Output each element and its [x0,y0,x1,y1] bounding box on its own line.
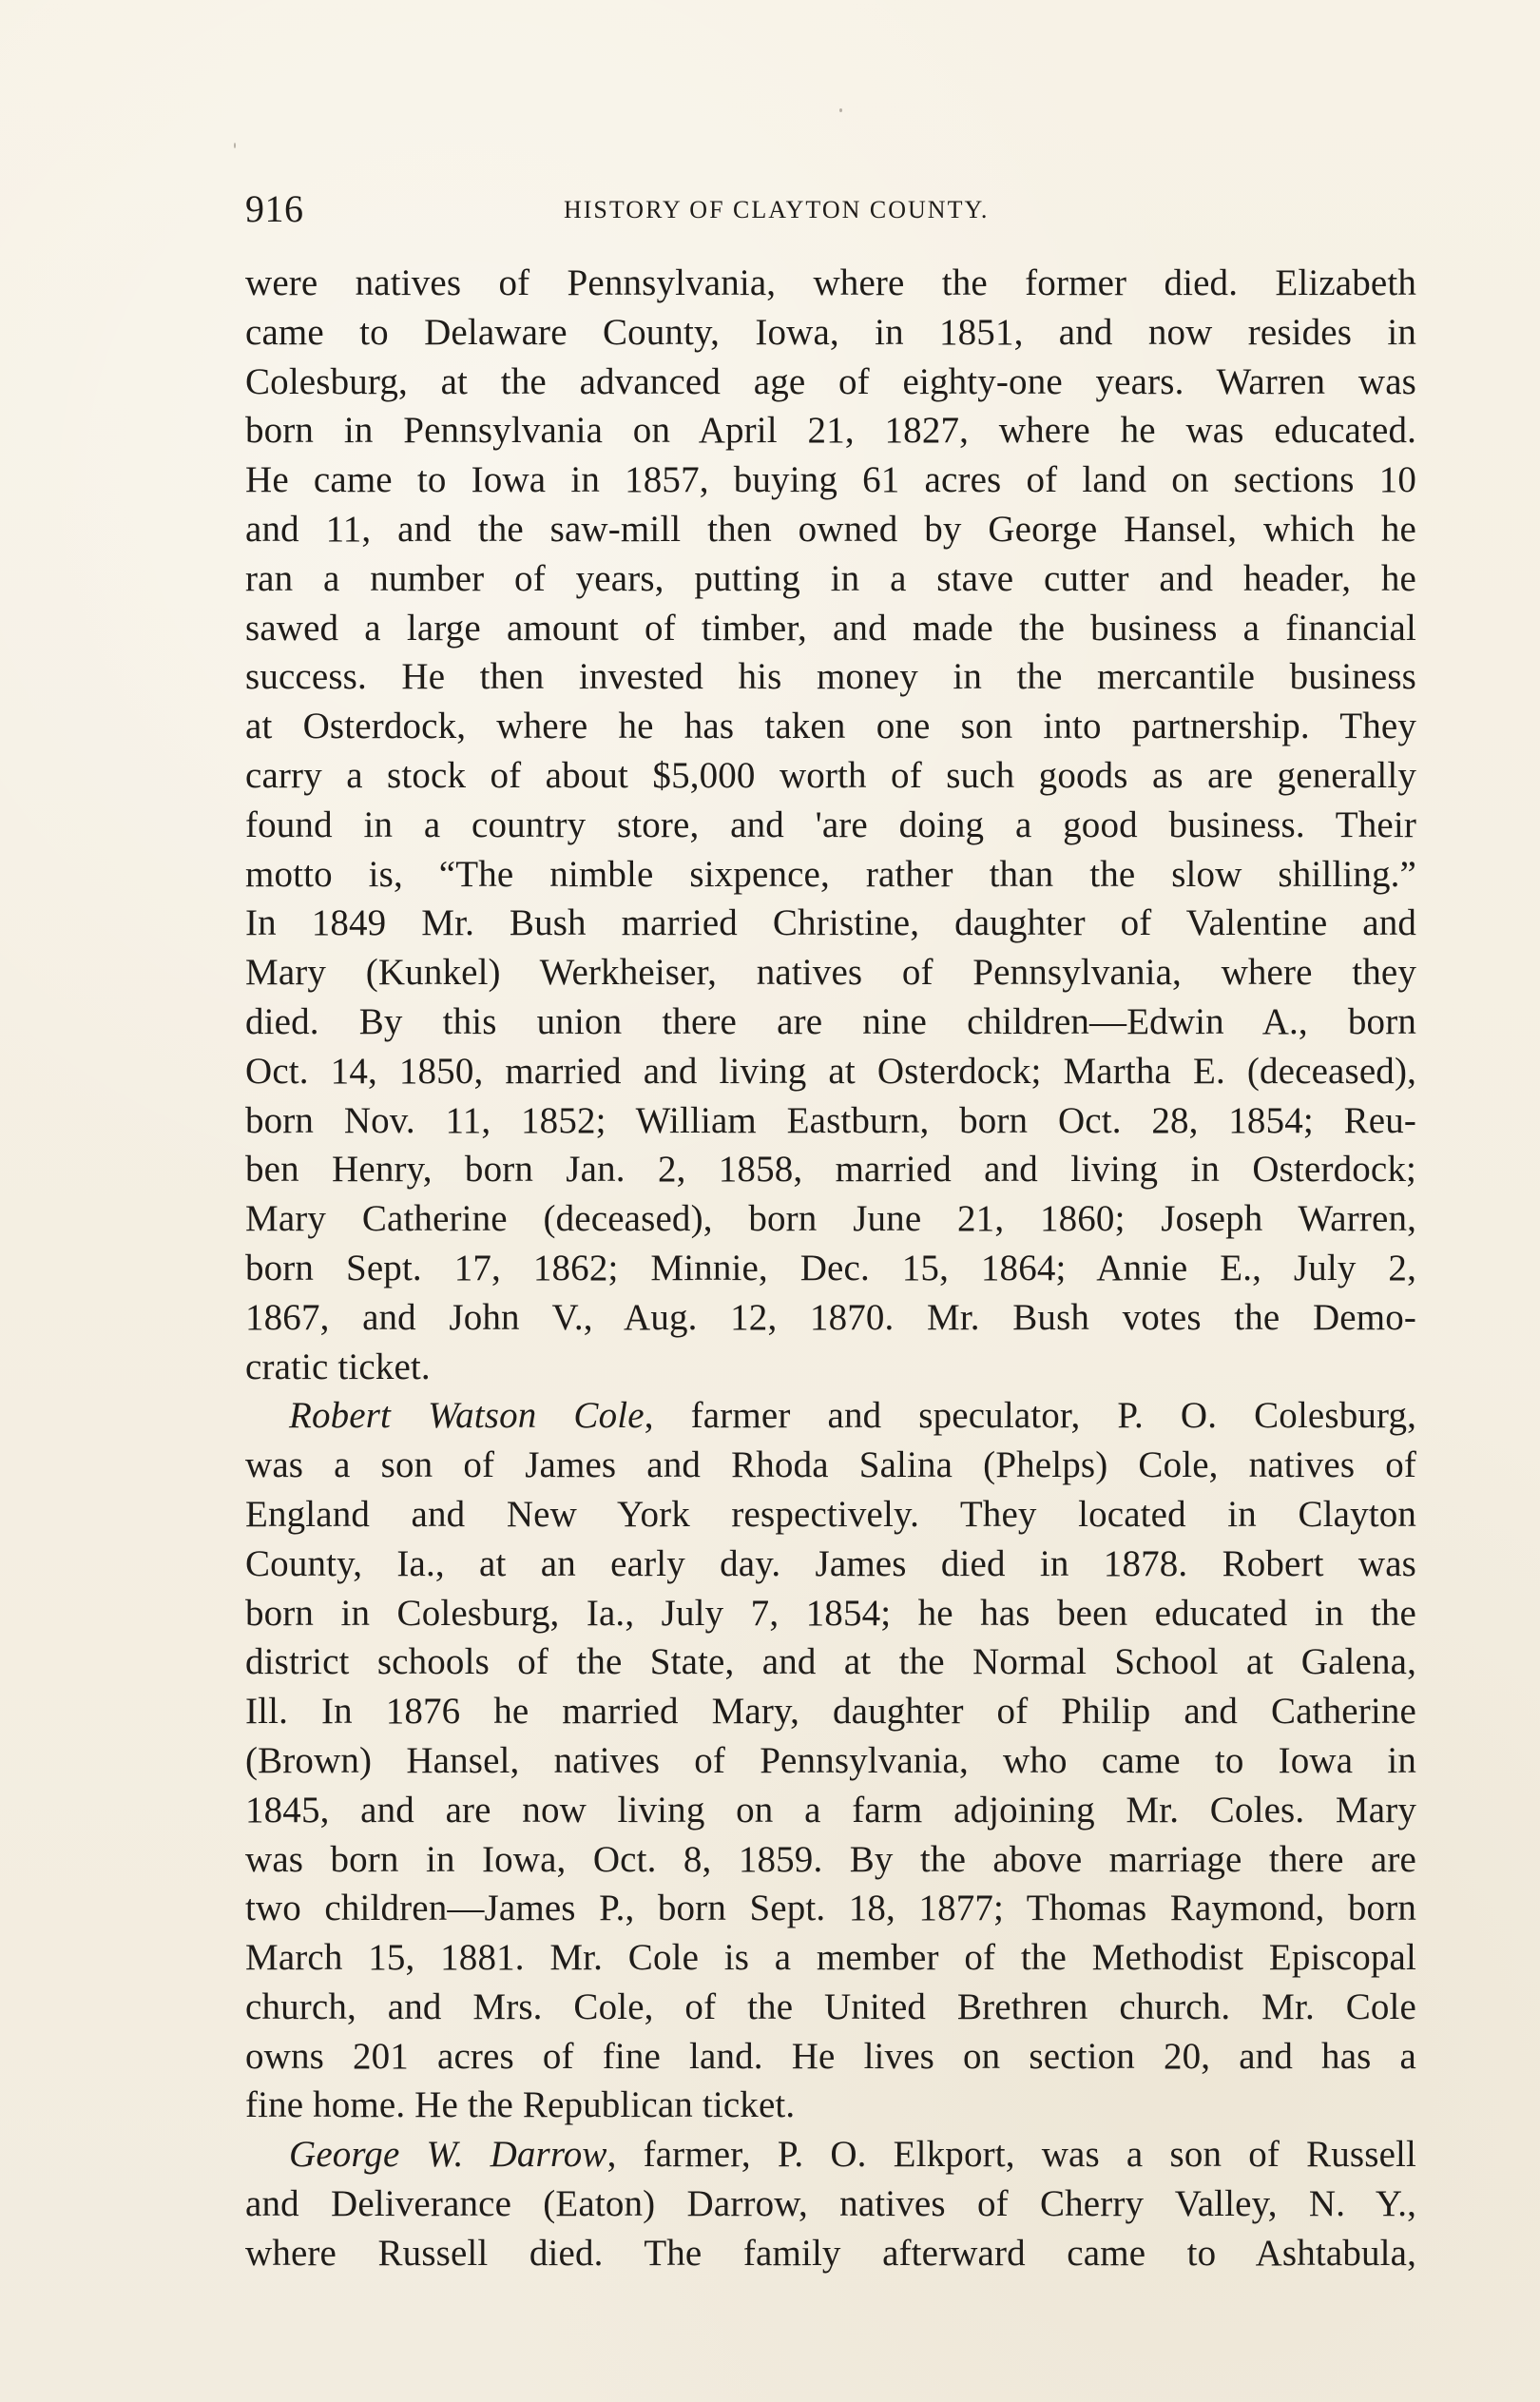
text-line: Mary (Kunkel) Werkheiser, natives of Pennsylvania, where they [245,952,1416,994]
line-rest: , farmer, P. O. Elkport, was a son of Russell [606,2134,1416,2176]
text-line: ran a number of years, putting in a stave cutter and header, he [245,557,1416,599]
text-line: was born in Iowa, Oct. 8, 1859. By the above marriage there are [245,1838,1416,1880]
text-line: born Sept. 17, 1862; Minnie, Dec. 15, 1864; Annie E., July 2, [245,1247,1416,1288]
text-line: Ill. In 1876 he married Mary, daughter of Philip and Catherine [245,1691,1416,1733]
text-line: cratic ticket. [245,1346,431,1387]
text-line: England and New York respectively. They located in Clayton [245,1493,1416,1535]
text-line: born Nov. 11, 1852; William Eastburn, born Oct. 28, 1854; Reu- [245,1099,1416,1141]
text-line: at Osterdock, where he has taken one son into partnership. They [245,706,1416,747]
body-text [245,259,1416,2278]
text-line: church, and Mrs. Cole, of the United Brethren church. Mr. Cole [245,1986,1416,2027]
text-line: and 11, and the saw-mill then owned by George Hansel, which he [245,508,1416,550]
paper-speck [839,108,842,112]
text-line: carry a stock of about $5,000 worth of such goods as are generally [245,754,1416,796]
italic-name-robert: Robert Watson Cole [289,1395,645,1437]
text-line: died. By this union there are nine children—Edwin A., born [245,1000,1416,1042]
text-line [245,1391,1416,1441]
text-line: success. He then invested his money in the mercantile business [245,656,1416,698]
text-line: 1867, and John V., Aug. 12, 1870. Mr. Bush votes the Demo- [245,1296,1416,1338]
text-line [245,2130,1416,2179]
text-line: owns 201 acres of fine land. He lives on section 20, and has a [245,2035,1416,2077]
text-line: Oct. 14, 1850, married and living at Osterdock; Martha E. (deceased), [245,1050,1416,1092]
text-line: where Russell died. The family afterward came to Ashtabula, [245,2232,1416,2274]
text-line: born in Pennsylvania on April 21, 1827, where he was educated. [245,410,1416,452]
text-line: and Deliverance (Eaton) Darrow, natives of Cherry Valley, N. Y., [245,2183,1416,2225]
text-line: He came to Iowa in 1857, buying 61 acres of land on sections 10 [245,459,1416,501]
text-line: motto is, “The nimble sixpence, rather than the slow shilling.” [245,853,1416,895]
paper-speck [234,143,236,148]
running-title: HISTORY OF CLAYTON COUNTY. [564,196,990,223]
text-line: (Brown) Hansel, natives of Pennsylvania, who came to Iowa in [245,1739,1416,1781]
text-line: were natives of Pennsylvania, where the former died. Elizabeth [245,262,1416,303]
text-line: district schools of the State, and at the Normal School at Galena, [245,1641,1416,1683]
text-line: March 15, 1881. Mr. Cole is a member of the Methodist Episcopal [245,1937,1416,1979]
text-line: born in Colesburg, Ia., July 7, 1854; he has been educated in the [245,1592,1416,1634]
text-line: 1845, and are now living on a farm adjoining Mr. Coles. Mary [245,1789,1416,1831]
italic-name-george: George W. Darrow [289,2134,607,2176]
text-line: sawed a large amount of timber, and made the business a financial [245,607,1416,649]
text-line: fine home. He the Republican ticket. [245,2084,796,2126]
text-line: two children—James P., born Sept. 18, 1877; Thomas Raymond, born [245,1888,1416,1929]
text-line: Mary Catherine (deceased), born June 21, 1860; Joseph Warren, [245,1198,1416,1240]
text-line: Colesburg, at the advanced age of eighty-one years. Warren was [245,360,1416,402]
text-line: ben Henry, born Jan. 2, 1858, married and living in Osterdock; [245,1149,1416,1191]
page-number: 916 [245,187,304,230]
line-rest: , farmer and speculator, P. O. Colesburg, [644,1395,1416,1437]
text-line: came to Delaware County, Iowa, in 1851, and now resides in [245,311,1416,353]
text-line: In 1849 Mr. Bush married Christine, daughter of Valentine and [245,902,1416,944]
text-line: found in a country store, and 'are doing a good business. Their [245,804,1416,845]
text-line: was a son of James and Rhoda Salina (Phelps) Cole, natives of [245,1444,1416,1486]
text-line: County, Ia., at an early day. James died in 1878. Robert was [245,1542,1416,1584]
page-header [245,186,1281,232]
